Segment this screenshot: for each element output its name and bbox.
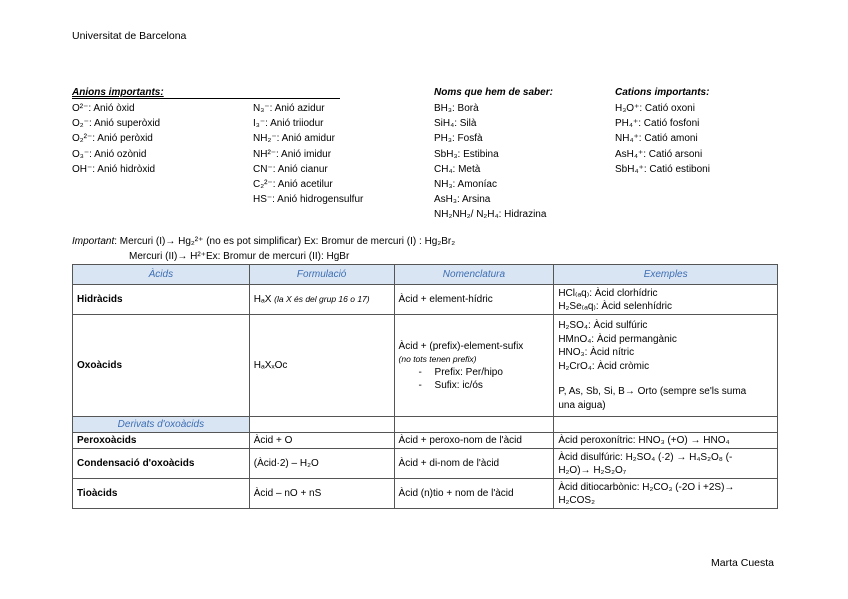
cations-list xyxy=(615,101,710,177)
row-name: Oxoàcids xyxy=(73,315,250,417)
row-formula: (Àcid·2) – H₂O xyxy=(249,449,394,479)
list-item: AsH₃: Arsina xyxy=(434,194,491,206)
list-item: PH₃: Fosfà xyxy=(434,133,483,145)
anions-list-2 xyxy=(253,101,363,207)
list-item: H₃O⁺: Catió oxoni xyxy=(615,103,695,114)
list-item: O₃⁻: Anió ozònid xyxy=(72,148,147,160)
table-row-hidracids xyxy=(73,285,778,315)
row-name: Hidràcids xyxy=(73,285,250,315)
row-nomenclature: Àcid + di-nom de l'àcid xyxy=(394,449,554,479)
row-formula: Àcid – nO + nS xyxy=(249,479,394,509)
table-row-derivats xyxy=(73,417,778,433)
row-name: Peroxoàcids xyxy=(73,433,250,449)
list-item: SiH₄: Silà xyxy=(434,118,477,130)
university-name: Universitat de Barcelona xyxy=(72,30,187,42)
table-row-tio xyxy=(73,479,778,509)
important-line-1: Important: Mercuri (I)→ Hg₂²⁺ (no es pot simplificar) Ex: Bromur de mercuri (I) : Hg₂Br₂ xyxy=(72,236,456,247)
row-nomenclature: Àcid + element-hídric xyxy=(394,285,554,315)
list-item: C₂²⁻: Anió acetilur xyxy=(253,179,333,191)
anions-list-1 xyxy=(72,101,160,177)
table-row-condensacio xyxy=(73,449,778,479)
header-exemples: Exemples xyxy=(554,265,778,285)
row-nomenclature: Àcid + peroxo-nom de l'àcid xyxy=(394,433,554,449)
header-formulacio: Formulació xyxy=(249,265,394,285)
list-item: SbH₄⁺: Catió estiboni xyxy=(615,163,710,175)
list-item: I₃⁻: Anió triiodur xyxy=(253,118,324,130)
list-item: AsH₄⁺: Catió arsoni xyxy=(615,148,703,160)
author-name: Marta Cuesta xyxy=(711,557,775,569)
derivats-label: Derivats d'oxoàcids xyxy=(73,417,250,433)
list-item: O₂⁻: Anió superòxid xyxy=(72,118,161,130)
header-nomenclatura: Nomenclatura xyxy=(394,265,554,285)
list-item: OH⁻: Anió hidròxid xyxy=(72,163,156,175)
cations-title: Cations importants: xyxy=(615,87,710,98)
header-acids: Àcids xyxy=(73,265,250,285)
list-item: BH₃: Borà xyxy=(434,103,479,114)
important-label: Important xyxy=(72,236,115,247)
names-list xyxy=(434,101,546,223)
important-note xyxy=(72,234,455,264)
list-item: NH₄⁺: Catió amoni xyxy=(615,133,698,145)
row-nomenclature: Àcid (n)tio + nom de l'àcid xyxy=(394,479,554,509)
names-title: Noms que hem de saber: xyxy=(434,87,553,98)
list-item: CN⁻: Anió cianur xyxy=(253,163,328,175)
table-row-peroxo xyxy=(73,433,778,449)
list-item: - Sufix: ic/ós xyxy=(419,379,550,392)
anions-title: Anions importants: xyxy=(72,87,340,99)
list-item: O₂²⁻: Anió peròxid xyxy=(72,133,153,145)
list-item: O²⁻: Anió òxid xyxy=(72,103,135,114)
row-formula: Àcid + O xyxy=(249,433,394,449)
row-formula: HₐX (la X és del grup 16 o 17) xyxy=(249,285,394,315)
acids-table xyxy=(72,264,778,509)
list-item: PH₄⁺: Catió fosfoni xyxy=(615,118,700,130)
list-item: CH₄: Metà xyxy=(434,163,481,175)
row-name: Tioàcids xyxy=(73,479,250,509)
list-item: N₃⁻: Anió azidur xyxy=(253,103,325,114)
row-name: Condensació d'oxoàcids xyxy=(73,449,250,479)
list-item: HS⁻: Anió hidrogensulfur xyxy=(253,194,364,206)
row-examples: Àcid disulfúric: H₂SO₄ (·2) → H₄S₂O₈ (- H₂O)→ H₂S₂O₇ xyxy=(554,449,778,479)
list-item: NH₂NH₂/ N₂H₄: Hidrazina xyxy=(434,209,547,221)
row-nomenclature: Àcid + (prefix)-element-sufix (no tots tenen prefix) - Prefix: Per/hipo - Sufix: ic/ós xyxy=(394,315,554,417)
row-formula: HₐXₓOc xyxy=(249,315,394,417)
list-item: SbH₃: Estibina xyxy=(434,148,499,160)
table-header-row xyxy=(73,265,778,285)
list-item: - Prefix: Per/hipo xyxy=(419,366,550,379)
row-examples: Àcid peroxonítric: HNO₃ (+O) → HNO₄ xyxy=(554,433,778,449)
row-examples: HCl₍ₐq₎: Àcid clorhídric H₂Se₍ₐq₎: Àcid selenhídric xyxy=(554,285,778,315)
important-line-2: Mercuri (II)→ H²⁺Ex: Bromur de mercuri (II): HgBr xyxy=(129,251,350,262)
row-examples: H₂SO₄: Àcid sulfúric HMnO₄: Àcid permangànic HNO₃: Àcid nítric H₂CrO₄: Àcid cròmic P, As, Sb, Si, B→ Orto (sempre se'ls suma una aigua) xyxy=(554,315,778,417)
list-item: NH₂⁻: Anió amidur xyxy=(253,133,335,145)
row-examples: Àcid ditiocarbònic: H₂CO₃ (-2O i +2S)→ H₂COS₂ xyxy=(554,479,778,509)
table-row-oxoacids xyxy=(73,315,778,417)
list-item: NH²⁻: Anió imidur xyxy=(253,148,332,160)
list-item: NH₃: Amoníac xyxy=(434,179,497,191)
